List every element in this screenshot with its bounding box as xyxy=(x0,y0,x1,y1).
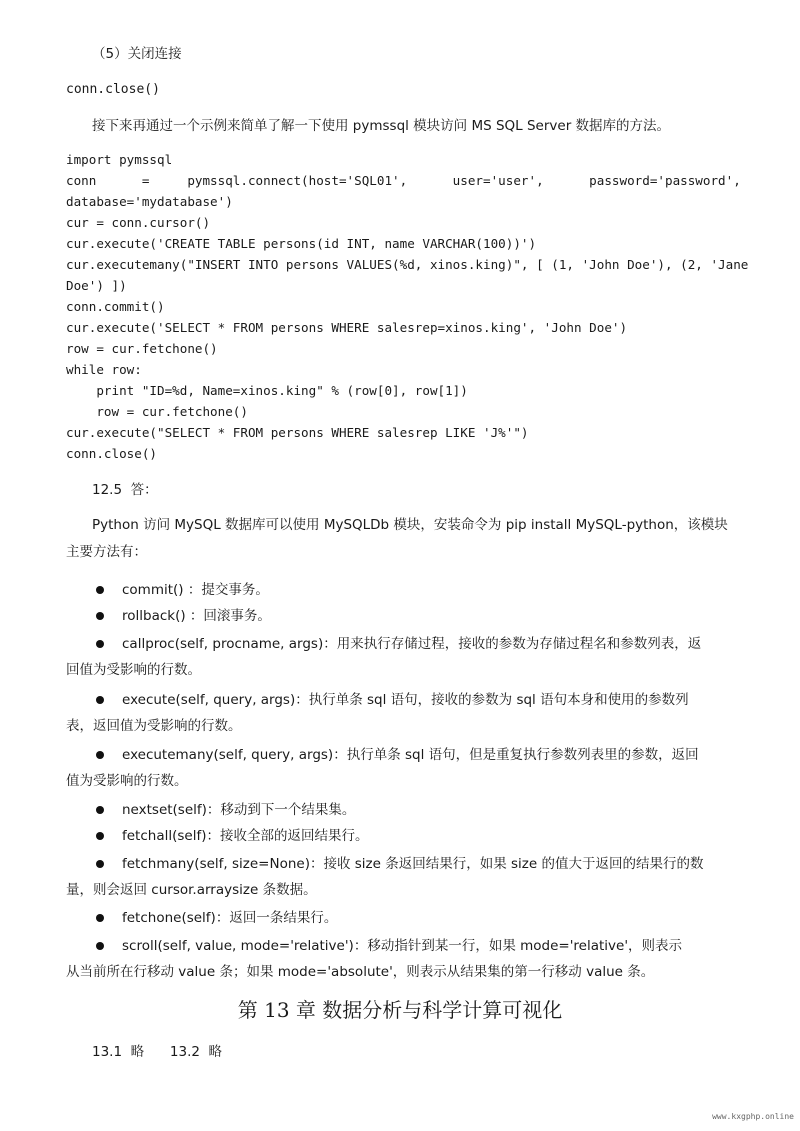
mysql-paragraph-line-1: Python 访问 MySQL 数据库可以使用 MySQLDb 模块，安装命令为 pip install MySQL-python，该模块 xyxy=(92,517,728,533)
method-item-continued: 从当前所在行移动 value 条；如果 mode='absolute'，则表示从结果集的第一行移动 value 条。 xyxy=(66,964,655,980)
method-item: nextset(self)：移动到下一个结果集。 xyxy=(122,802,356,818)
mysql-paragraph-line-2: 主要方法有： xyxy=(66,544,147,560)
code-close-connection: conn.close() xyxy=(66,82,160,97)
code-line: conn = pymssql.connect(host='SQL01', user='user', password='password', xyxy=(66,173,741,188)
bullet-icon xyxy=(96,612,104,620)
method-item: scroll(self, value, mode='relative')：移动指针到某一行，如果 mode='relative'，则表示 xyxy=(122,938,683,954)
code-line: cur.executemany("INSERT INTO persons VALUES(%d, xinos.king)", [ (1, 'John Doe'), (2, 'Jane xyxy=(66,257,749,272)
method-item-continued: 表，返回值为受影响的行数。 xyxy=(66,718,242,734)
intro-paragraph: 接下来再通过一个示例来简单了解一下使用 pymssql 模块访问 MS SQL Server 数据库的方法。 xyxy=(92,118,671,134)
method-item: callproc(self, procname, args)：用来执行存储过程，接收的参数为存储过程名和参数列表，返 xyxy=(122,636,702,652)
answer-heading: 12.5 答： xyxy=(92,482,158,498)
bullet-icon xyxy=(96,696,104,704)
bullet-icon xyxy=(96,914,104,922)
method-item: commit() ：提交事务。 xyxy=(122,582,269,598)
method-item: execute(self, query, args)：执行单条 sql 语句，接收的参数为 sql 语句本身和使用的参数列 xyxy=(122,692,689,708)
bullet-icon xyxy=(96,832,104,840)
bullet-icon xyxy=(96,942,104,950)
method-item: fetchmany(self, size=None)：接收 size 条返回结果行，如果 size 的值大于返回的结果行的数 xyxy=(122,856,704,872)
method-item-continued: 回值为受影响的行数。 xyxy=(66,662,201,678)
code-line: row = cur.fetchone() xyxy=(66,341,218,356)
section-heading-close: （5）关闭连接 xyxy=(92,46,182,62)
bullet-icon xyxy=(96,806,104,814)
code-line: row = cur.fetchone() xyxy=(66,404,248,419)
method-item: fetchall(self)：接收全部的返回结果行。 xyxy=(122,828,369,844)
bullet-icon xyxy=(96,586,104,594)
watermark: www.kxgphp.online xyxy=(712,1112,794,1121)
bullet-icon xyxy=(96,751,104,759)
code-line: conn.close() xyxy=(66,446,157,461)
code-line: cur = conn.cursor() xyxy=(66,215,211,230)
code-line: cur.execute('SELECT * FROM persons WHERE salesrep=xinos.king', 'John Doe') xyxy=(66,320,628,335)
code-line: print "ID=%d, Name=xinos.king" % (row[0], row[1]) xyxy=(66,383,468,398)
method-item: fetchone(self)：返回一条结果行。 xyxy=(122,910,338,926)
method-item: executemany(self, query, args)：执行单条 sql 语句，但是重复执行参数列表里的参数，返回 xyxy=(122,747,699,763)
code-line: conn.commit() xyxy=(66,299,165,314)
code-line: Doe') ]) xyxy=(66,278,127,293)
chapter-title: 第 13 章 数据分析与科学计算可视化 xyxy=(237,998,563,1022)
code-line: cur.execute("SELECT * FROM persons WHERE salesrep LIKE 'J%'") xyxy=(66,425,529,440)
method-item-continued: 量，则会返回 cursor.arraysize 条数据。 xyxy=(66,882,317,898)
method-item: rollback() ：回滚事务。 xyxy=(122,608,271,624)
bullet-icon xyxy=(96,860,104,868)
method-item-continued: 值为受影响的行数。 xyxy=(66,773,188,789)
code-line: import pymssql xyxy=(66,152,173,167)
code-line: database='mydatabase') xyxy=(66,194,233,209)
chapter-answers: 13.1 略 13.2 略 xyxy=(92,1044,223,1060)
code-line: while row: xyxy=(66,362,142,377)
code-line: cur.execute('CREATE TABLE persons(id INT, name VARCHAR(100))') xyxy=(66,236,537,251)
bullet-icon xyxy=(96,640,104,648)
